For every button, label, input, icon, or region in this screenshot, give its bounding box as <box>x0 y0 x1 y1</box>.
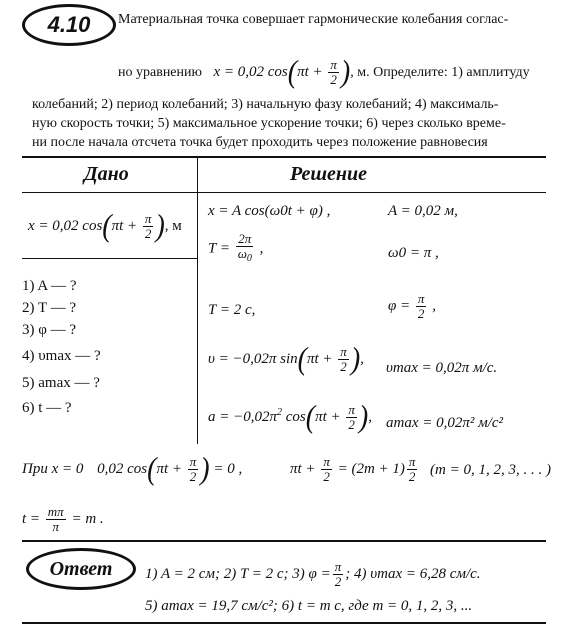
time-result: t = $\frac{m\pi}{\pi}$ = m . <box>22 504 104 534</box>
problem-equation: x = 0,02 cos(πt + $\frac{\pi}{2}$ ) <box>213 54 351 90</box>
phase-equation: πt + $\frac{\pi}{2}$ = (2m + 1) $\frac{\pi}{2}$ <box>290 454 416 484</box>
solution-velocity: υ = −0,02π sin(πt + $\frac{\pi}{2}$ ), <box>208 341 364 377</box>
solution-amax: amax = 0,02π² м/с² <box>386 415 504 431</box>
given-header: Дано <box>84 163 129 185</box>
solution-eq1: x = A cos(ω0t + φ) , <box>208 203 331 219</box>
answer-line-2: 5) amax = 19,7 см/с²; 6) t = m с, где m = 0, 1, 2, 3, ... <box>145 598 473 614</box>
problem-number-badge <box>22 4 116 46</box>
given-item-4: 4) υmax — ? <box>22 348 101 364</box>
answer-label: Ответ <box>49 557 113 580</box>
given-equation: x = 0,02 cos(πt + $\frac{\pi}{2}$ ), м <box>28 208 182 244</box>
solution-header: Решение <box>290 163 368 185</box>
column-divider <box>197 156 198 444</box>
given-item-1: 1) A — ? <box>22 278 77 294</box>
solution-acceleration: $a = -0,02\pi^2$ cos(πt + $\frac{\pi}{2}$ ), <box>208 399 372 435</box>
solution-phase: φ = $\frac{\pi}{2}$ , <box>388 291 436 321</box>
problem-number: 4.10 <box>47 12 91 37</box>
equilibrium-condition: При x = 0 0,02 cos(πt + $\frac{\pi}{2}$ ) = 0 , <box>22 451 243 487</box>
solution-period-formula: T = $\frac{2\pi}{\omega_0}$ , <box>208 231 264 264</box>
given-rule <box>22 258 198 259</box>
solution-period-value: T = 2 с, <box>208 302 256 318</box>
answer-badge <box>26 548 136 590</box>
problem-line-5: ни после начала отсчета точка будет проходить через положение равновесия <box>32 135 488 150</box>
answer-line-1: 1) A = 2 см; 2) T = 2 с; 3) φ = $\frac{\pi}{2}$ ; 4) υmax = 6,28 см/с. <box>145 559 481 589</box>
problem-line-3: колебаний; 2) период колебаний; 3) начальную фазу колебаний; 4) максималь- <box>32 97 499 112</box>
m-range: (m = 0, 1, 2, 3, . . . ) <box>430 462 551 478</box>
solution-amplitude: A = 0,02 м, <box>388 203 458 219</box>
problem-line-1: Материальная точка совершает гармонические колебания соглас- <box>118 12 509 27</box>
bottom-rule <box>22 622 546 624</box>
answer-rule <box>22 540 546 542</box>
given-item-5: 5) amax — ? <box>22 375 100 391</box>
given-item-3: 3) φ — ? <box>22 322 77 338</box>
problem-line-2: но уравнению x = 0,02 cos(πt + $\frac{\pi}{2}$ ), м. Определите: 1) амплитуду <box>118 54 530 90</box>
solution-omega: ω0 = π , <box>388 245 439 261</box>
problem-line-4: ную скорость точки; 5) максимальное ускорение точки; 6) через сколько време- <box>32 116 506 131</box>
given-item-2: 2) T — ? <box>22 300 77 316</box>
header-rule <box>22 192 546 193</box>
solution-vmax: υmax = 0,02π м/с. <box>386 360 498 376</box>
top-rule <box>22 156 546 158</box>
given-item-6: 6) t — ? <box>22 400 72 416</box>
